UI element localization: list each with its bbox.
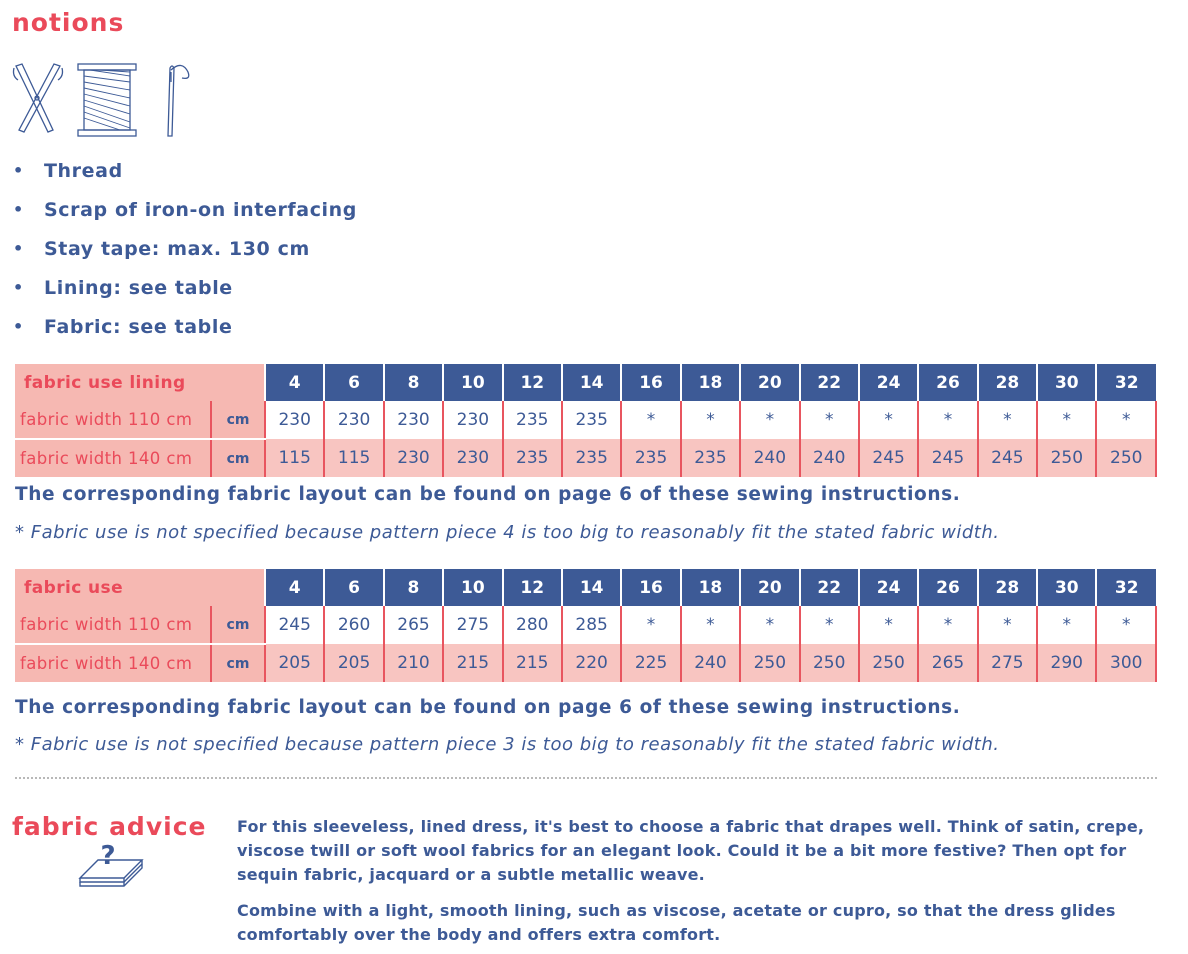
value-cell: 205 xyxy=(324,644,383,682)
table-row xyxy=(15,439,1156,477)
size-header-cell: 28 xyxy=(978,364,1037,401)
value-cell: * xyxy=(1037,606,1096,644)
thread-spool-icon xyxy=(78,64,136,136)
size-header-cell: 22 xyxy=(800,569,859,606)
size-header-cell: 18 xyxy=(681,569,740,606)
size-header-cell: 28 xyxy=(978,569,1037,606)
value-cell: 275 xyxy=(443,606,502,644)
value-cell: 205 xyxy=(265,644,324,682)
fabric-layout-note: The corresponding fabric layout can be found on page 6 of these sewing instructions. xyxy=(15,697,961,718)
value-cell: 240 xyxy=(681,644,740,682)
table-header-row xyxy=(15,569,1156,606)
notions-icons xyxy=(10,62,195,142)
value-cell: * xyxy=(1037,401,1096,439)
advice-paragraph: For this sleeveless, lined dress, it's best to choose a fabric that drapes well. Think of satin, crepe, viscose twill or soft wool fabrics for an elegant look. Could it be a bit more festive? Then opt for sequin fabric, jacquard or a subtle metallic weave. xyxy=(237,817,1145,884)
row-label: fabric width 140 cm xyxy=(15,644,211,682)
value-cell: 215 xyxy=(503,644,562,682)
value-cell: 250 xyxy=(1096,439,1156,477)
value-cell: 230 xyxy=(265,401,324,439)
size-header-cell: 10 xyxy=(443,569,502,606)
table-row xyxy=(15,401,1156,439)
value-cell: 240 xyxy=(740,439,799,477)
lining-layout-note: The corresponding fabric layout can be found on page 6 of these sewing instructions. xyxy=(15,484,961,505)
size-header-cell: 16 xyxy=(621,569,680,606)
advice-paragraph: Combine with a light, smooth lining, such as viscose, acetate or cupro, so that the dress glides comfortably over the body and offers extra comfort. xyxy=(237,901,1116,944)
value-cell: * xyxy=(978,401,1037,439)
value-cell: * xyxy=(1096,401,1156,439)
size-header-cell: 26 xyxy=(918,569,977,606)
value-cell: 250 xyxy=(859,644,918,682)
value-cell: 285 xyxy=(562,606,621,644)
list-item: • Scrap of iron-on interfacing xyxy=(13,199,357,221)
value-cell: * xyxy=(918,606,977,644)
size-header-cell: 6 xyxy=(324,569,383,606)
value-cell: 245 xyxy=(918,439,977,477)
value-cell: * xyxy=(918,401,977,439)
size-header-cell: 24 xyxy=(859,364,918,401)
value-cell: * xyxy=(859,401,918,439)
size-header-cell: 14 xyxy=(562,569,621,606)
table-header-label: fabric use lining xyxy=(15,364,265,401)
size-header-cell: 30 xyxy=(1037,569,1096,606)
value-cell: 235 xyxy=(681,439,740,477)
value-cell: 225 xyxy=(621,644,680,682)
fabric-table xyxy=(15,569,1157,682)
lining-table xyxy=(15,364,1157,477)
value-cell: * xyxy=(800,401,859,439)
size-header-cell: 8 xyxy=(384,569,443,606)
size-header-cell: 30 xyxy=(1037,364,1096,401)
size-header-cell: 12 xyxy=(503,364,562,401)
value-cell: 235 xyxy=(503,439,562,477)
value-cell: 230 xyxy=(324,401,383,439)
value-cell: 230 xyxy=(384,439,443,477)
size-header-cell: 12 xyxy=(503,569,562,606)
value-cell: * xyxy=(1096,606,1156,644)
needle-icon xyxy=(168,65,189,136)
value-cell: 115 xyxy=(324,439,383,477)
size-header-cell: 22 xyxy=(800,364,859,401)
list-item-label: Lining: see table xyxy=(44,277,233,299)
value-cell: 220 xyxy=(562,644,621,682)
list-item-label: Fabric: see table xyxy=(44,316,233,338)
value-cell: 290 xyxy=(1037,644,1096,682)
value-cell: 245 xyxy=(265,606,324,644)
unit-cell: cm xyxy=(211,644,265,682)
value-cell: * xyxy=(681,606,740,644)
size-header-cell: 20 xyxy=(740,364,799,401)
size-header-cell: 8 xyxy=(384,364,443,401)
value-cell: 235 xyxy=(621,439,680,477)
row-label: fabric width 140 cm xyxy=(15,439,211,477)
table-row xyxy=(15,644,1156,682)
list-item: • Fabric: see table xyxy=(13,316,233,338)
value-cell: * xyxy=(621,401,680,439)
row-label: fabric width 110 cm xyxy=(15,401,211,439)
size-header-cell: 14 xyxy=(562,364,621,401)
list-item: • Lining: see table xyxy=(13,277,233,299)
size-header-cell: 24 xyxy=(859,569,918,606)
value-cell: 115 xyxy=(265,439,324,477)
size-header-cell: 18 xyxy=(681,364,740,401)
list-item: • Thread xyxy=(13,160,123,182)
unit-cell: cm xyxy=(211,439,265,477)
row-label: fabric width 110 cm xyxy=(15,606,211,644)
fabric-advice-heading: fabric advice xyxy=(12,812,207,841)
value-cell: * xyxy=(621,606,680,644)
list-item-label: Thread xyxy=(44,160,123,182)
value-cell: 235 xyxy=(562,401,621,439)
lining-footnote: * Fabric use is not specified because pattern piece 4 is too big to reasonably fit the stated fabric width. xyxy=(15,522,1000,543)
size-header-cell: 32 xyxy=(1096,569,1156,606)
unit-cell: cm xyxy=(211,401,265,439)
size-header-cell: 10 xyxy=(443,364,502,401)
value-cell: 235 xyxy=(562,439,621,477)
value-cell: 275 xyxy=(978,644,1037,682)
value-cell: 245 xyxy=(859,439,918,477)
scissors-icon xyxy=(14,64,63,132)
table-header-label: fabric use xyxy=(15,569,265,606)
size-header-cell: 32 xyxy=(1096,364,1156,401)
value-cell: 230 xyxy=(443,401,502,439)
value-cell: 280 xyxy=(503,606,562,644)
question-mark-glyph: ? xyxy=(100,841,116,871)
size-header-cell: 16 xyxy=(621,364,680,401)
value-cell: * xyxy=(978,606,1037,644)
value-cell: 215 xyxy=(443,644,502,682)
list-item: • Stay tape: max. 130 cm xyxy=(13,238,310,260)
value-cell: 265 xyxy=(918,644,977,682)
size-header-cell: 4 xyxy=(265,364,324,401)
list-item-label: Scrap of iron-on interfacing xyxy=(44,199,357,221)
value-cell: 260 xyxy=(324,606,383,644)
value-cell: 235 xyxy=(503,401,562,439)
value-cell: * xyxy=(681,401,740,439)
value-cell: * xyxy=(800,606,859,644)
value-cell: 230 xyxy=(384,401,443,439)
fabric-stack-question-icon xyxy=(78,838,144,892)
size-header-cell: 20 xyxy=(740,569,799,606)
table-header-row xyxy=(15,364,1156,401)
value-cell: 265 xyxy=(384,606,443,644)
value-cell: 210 xyxy=(384,644,443,682)
value-cell: * xyxy=(859,606,918,644)
unit-cell: cm xyxy=(211,606,265,644)
table-row xyxy=(15,606,1156,644)
value-cell: 300 xyxy=(1096,644,1156,682)
notions-heading: notions xyxy=(12,8,125,37)
fabric-footnote: * Fabric use is not specified because pattern piece 3 is too big to reasonably fit the stated fabric width. xyxy=(15,734,1000,755)
size-header-cell: 6 xyxy=(324,364,383,401)
value-cell: 230 xyxy=(443,439,502,477)
value-cell: 250 xyxy=(740,644,799,682)
value-cell: 250 xyxy=(800,644,859,682)
list-item-label: Stay tape: max. 130 cm xyxy=(44,238,310,260)
section-divider xyxy=(15,777,1157,779)
size-header-cell: 4 xyxy=(265,569,324,606)
value-cell: 240 xyxy=(800,439,859,477)
value-cell: 250 xyxy=(1037,439,1096,477)
notions-list xyxy=(12,158,357,353)
value-cell: * xyxy=(740,401,799,439)
size-header-cell: 26 xyxy=(918,364,977,401)
value-cell: 245 xyxy=(978,439,1037,477)
value-cell: * xyxy=(740,606,799,644)
